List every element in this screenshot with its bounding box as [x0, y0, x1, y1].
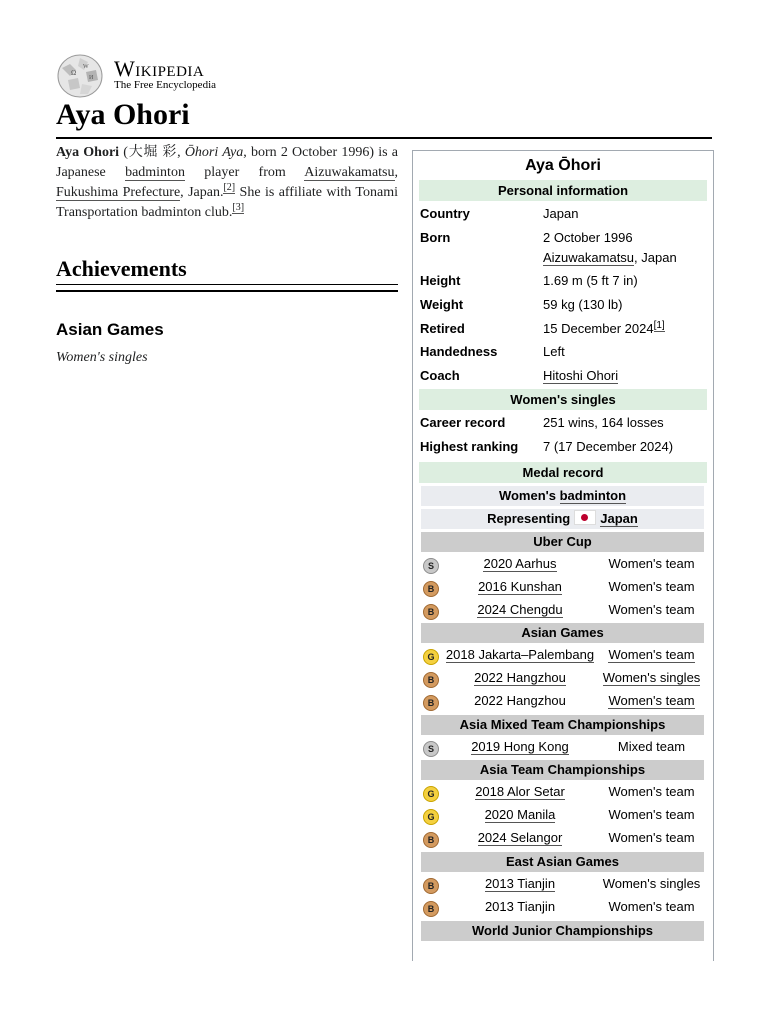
link-category[interactable]: Women's singles [602, 670, 701, 685]
medal-event [441, 602, 599, 617]
retired-label: Retired [420, 321, 465, 336]
lead-text: ( [119, 145, 128, 160]
lead-text: , [394, 165, 398, 180]
medal-event [441, 876, 599, 891]
link-fukushima-prefecture[interactable]: Fukushima Prefecture [56, 185, 181, 200]
medal-event: 2022 Hangzhou [474, 693, 566, 708]
born-date: 2 October 1996 [543, 230, 633, 245]
gold-medal-icon: G [423, 786, 439, 802]
representing-label: Representing [487, 511, 571, 526]
asian-games-heading: Asian Games [56, 320, 164, 339]
link-category[interactable]: Women's team [608, 693, 695, 708]
career-record-label: Career record [420, 415, 506, 430]
achievements-heading: Achievements [56, 256, 187, 281]
medal-event [441, 579, 599, 594]
uber-cup-header: Uber Cup [421, 532, 704, 552]
medal-event [441, 556, 599, 571]
page-title: Aya Ohori [56, 98, 190, 131]
medal-category: Women's singles [602, 876, 701, 891]
link-badminton[interactable]: badminton [125, 165, 185, 180]
retired-date: 15 December 2024 [543, 321, 654, 336]
bronze-medal-icon: B [423, 832, 439, 848]
medal-event [441, 830, 599, 845]
reference-1[interactable]: [1] [653, 319, 665, 331]
link-event[interactable]: 2020 Manila [484, 807, 556, 822]
born-label: Born [420, 230, 451, 245]
handedness-label: Handedness [420, 344, 498, 359]
japan-flag-icon [574, 510, 596, 525]
medal-category: Women's team [608, 579, 695, 594]
svg-text:W: W [83, 64, 89, 70]
link-event[interactable]: 2022 Hangzhou [474, 670, 566, 685]
infobox-title: Aya Ōhori [525, 157, 601, 174]
link-coach[interactable]: Hitoshi Ohori [543, 368, 619, 383]
infobox [412, 150, 714, 961]
title-divider [56, 137, 712, 139]
east-asian-games-header: East Asian Games [421, 852, 704, 872]
sport-row [421, 486, 704, 506]
lead-text: , [177, 145, 185, 160]
weight-label: Weight [420, 297, 464, 312]
personal-information-header: Personal information [419, 180, 707, 201]
link-event[interactable]: 2019 Hong Kong [471, 739, 569, 754]
silver-medal-icon: S [423, 741, 439, 757]
medal-category: Women's team [608, 807, 695, 822]
link-event[interactable]: 2018 Alor Setar [475, 784, 565, 799]
medal-event [441, 784, 599, 799]
representing-row [421, 509, 704, 529]
svg-text:Ω: Ω [71, 69, 77, 77]
reference-2[interactable]: [2] [223, 182, 236, 194]
medal-category [599, 647, 704, 662]
link-category[interactable]: Women's team [608, 647, 695, 662]
coach-label: Coach [420, 368, 460, 383]
medal-category: Women's team [608, 602, 695, 617]
medal-record-header: Medal record [419, 462, 707, 483]
height-value: 1.69 m (5 ft 7 in) [543, 273, 638, 288]
link-event[interactable]: 2024 Selangor [477, 830, 563, 845]
career-record-value: 251 wins, 164 losses [543, 415, 664, 430]
womens-singles-subheading: Women's singles [56, 350, 148, 365]
weight-value: 59 kg (130 lb) [543, 297, 623, 312]
lead-text: player from [184, 165, 305, 180]
gold-medal-icon: G [423, 809, 439, 825]
link-event[interactable]: 2024 Chengdu [477, 602, 563, 617]
achievements-divider [56, 284, 398, 285]
link-event[interactable]: 2016 Kunshan [478, 579, 562, 594]
medal-event [441, 647, 599, 662]
asia-team-header: Asia Team Championships [421, 760, 704, 780]
lead-text: She is affiliate with Tonami Transportation badminton club. [56, 185, 398, 220]
link-sport-badminton[interactable]: badminton [559, 488, 627, 503]
medal-category: Women's team [608, 830, 695, 845]
medal-event [441, 670, 599, 685]
lead-kanji: 大堀 彩 [127, 145, 178, 160]
bronze-medal-icon: B [423, 672, 439, 688]
asian-games-medal-header: Asian Games [421, 623, 704, 643]
lead-paragraph [56, 143, 398, 223]
gold-medal-icon: G [423, 649, 439, 665]
medal-category [599, 670, 704, 685]
bronze-medal-icon: B [423, 604, 439, 620]
born-value [543, 228, 708, 268]
bronze-medal-icon: B [423, 901, 439, 917]
world-junior-header: World Junior Championships [421, 921, 704, 941]
lead-romanized: Ōhori Aya [184, 145, 244, 160]
wikipedia-tagline: The Free Encyclopedia [114, 79, 217, 91]
country-label: Country [420, 206, 470, 221]
medal-event [441, 807, 599, 822]
achievements-divider [56, 290, 398, 292]
medal-category [599, 693, 704, 708]
link-born-place[interactable]: Aizuwakamatsu [543, 250, 635, 265]
highest-ranking-value: 7 (17 December 2024) [543, 439, 674, 454]
bronze-medal-icon: B [423, 695, 439, 711]
link-event[interactable]: 2018 Jakarta–Palembang [445, 647, 595, 662]
born-place-rest: , Japan [634, 250, 677, 265]
height-label: Height [420, 273, 461, 288]
handedness-value: Left [543, 344, 565, 359]
lead-text: , Japan. [180, 185, 224, 200]
silver-medal-icon: S [423, 558, 439, 574]
medal-event [441, 739, 599, 754]
wikipedia-wordmark[interactable]: Wikipedia [114, 56, 205, 81]
lead-text: , born 2 October 1996) is a Japanese [56, 145, 399, 180]
coach-value [543, 366, 708, 386]
highest-ranking-label: Highest ranking [420, 439, 519, 454]
retired-value [543, 319, 708, 339]
wikipedia-globe-icon[interactable] [56, 54, 104, 98]
sport-prefix: Women's [498, 488, 560, 503]
bronze-medal-icon: B [423, 581, 439, 597]
country-value: Japan [543, 206, 579, 221]
link-representing-japan[interactable]: Japan [600, 511, 638, 526]
svg-text:И: И [89, 75, 94, 81]
womens-singles-header: Women's singles [419, 389, 707, 410]
link-event[interactable]: 2020 Aarhus [483, 556, 557, 571]
link-event[interactable]: 2013 Tianjin [484, 876, 556, 891]
medal-category: Women's team [608, 899, 695, 914]
bronze-medal-icon: B [423, 878, 439, 894]
reference-3[interactable]: [3] [232, 202, 245, 214]
medal-category: Women's team [608, 784, 695, 799]
lead-name: Aya Ohori [56, 145, 120, 160]
medal-category: Mixed team [617, 739, 686, 754]
medal-category: Women's team [608, 556, 695, 571]
asia-mixed-team-header: Asia Mixed Team Championships [421, 715, 704, 735]
link-aizuwakamatsu[interactable]: Aizuwakamatsu [304, 165, 395, 180]
medal-event: 2013 Tianjin [484, 899, 556, 914]
